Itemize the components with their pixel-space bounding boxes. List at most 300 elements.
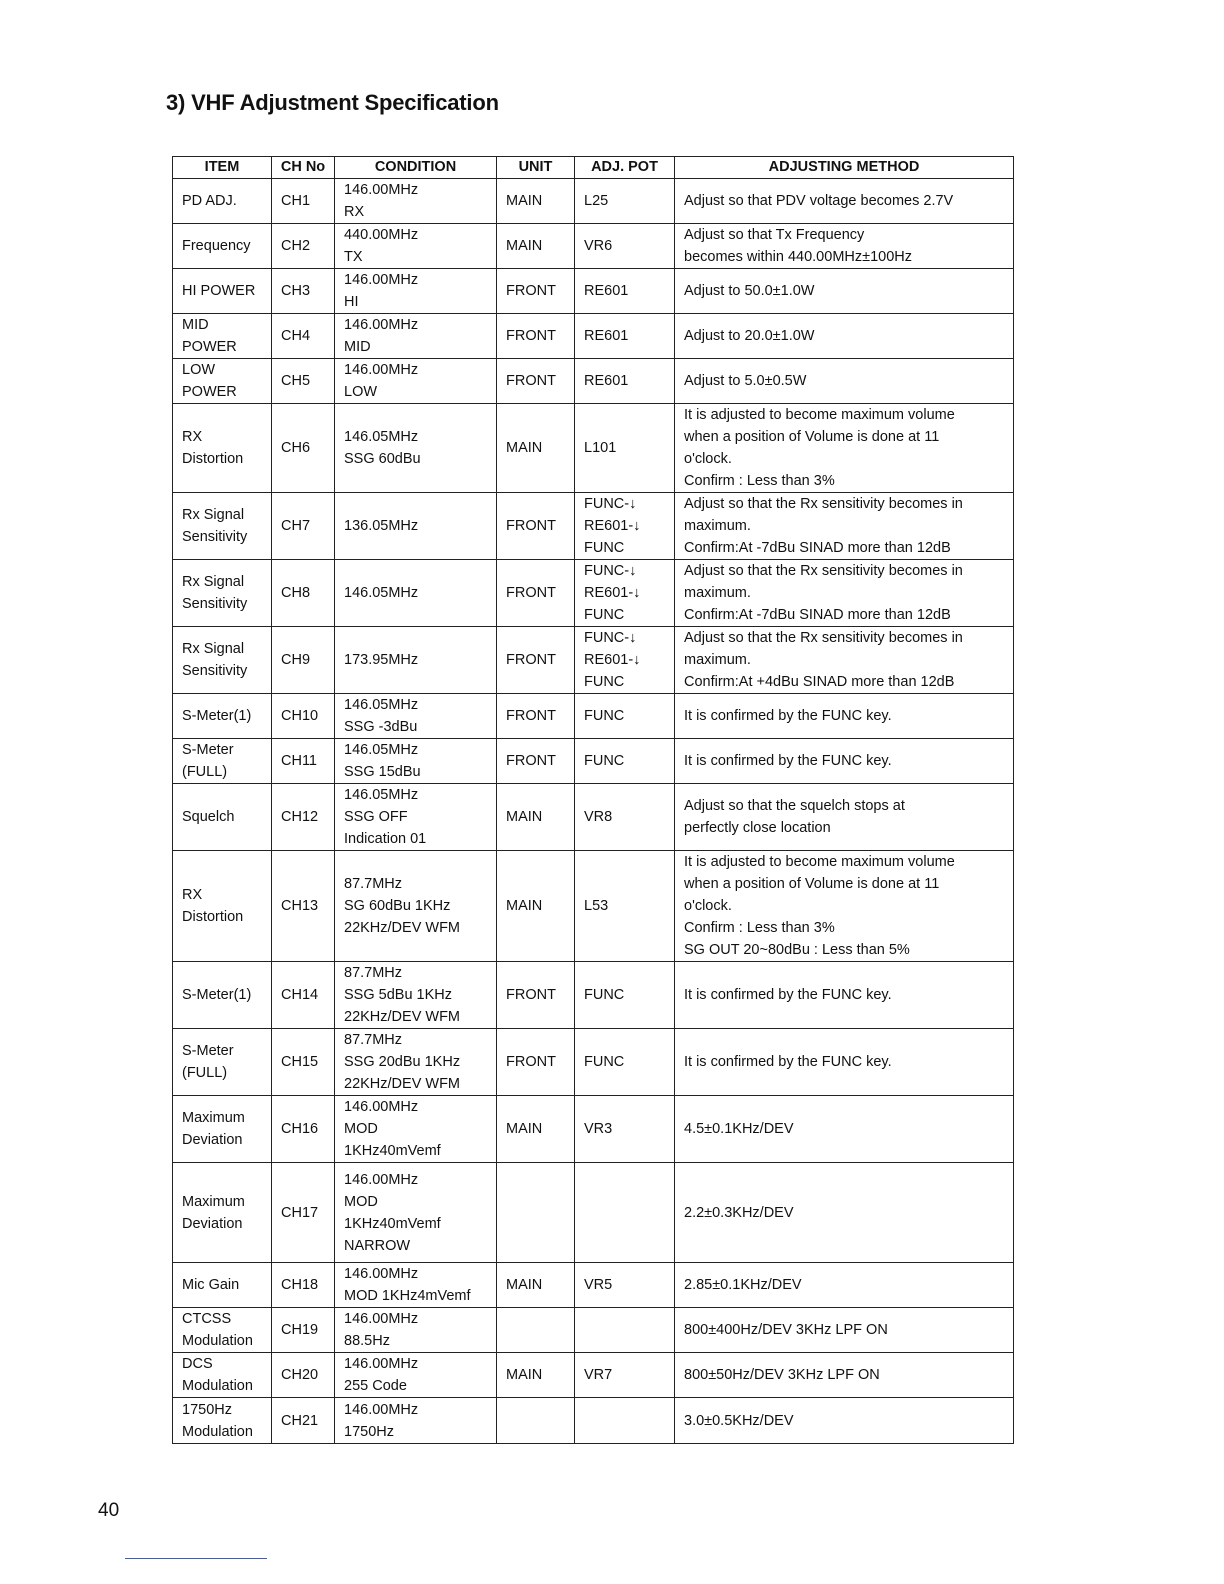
- cell-condition-line: 146.00MHz: [344, 1311, 419, 1327]
- cell-item-line: (FULL): [182, 1065, 228, 1081]
- cell-adj-pot: [575, 269, 675, 314]
- cell-item-line: S-Meter: [182, 1043, 234, 1059]
- cell-item: [173, 314, 272, 359]
- cell-condition: [335, 694, 497, 739]
- cell-condition-line: 22KHz/DEV WFM: [344, 920, 461, 936]
- cell-item: [173, 224, 272, 269]
- cell-adjusting-method: [675, 851, 1014, 962]
- cell-unit: MAIN: [497, 404, 575, 493]
- cell-adjusting-method: [675, 1029, 1014, 1096]
- cell-adjusting-method-line: 4.5±0.1KHz/DEV: [684, 1121, 794, 1137]
- cell-ch-no: CH9: [272, 627, 335, 694]
- table-row: [173, 179, 1014, 224]
- cell-adjusting-method: [675, 1163, 1014, 1263]
- cell-item-line: Modulation: [182, 1333, 253, 1349]
- cell-item: [173, 1308, 272, 1353]
- cell-item-line: Deviation: [182, 1215, 243, 1232]
- cell-condition-line: SSG 20dBu 1KHz: [344, 1054, 461, 1070]
- cell-condition-line: 146.00MHz: [344, 182, 419, 198]
- cell-item-line: RX: [182, 429, 203, 445]
- cell-adjusting-method: [675, 359, 1014, 404]
- cell-condition-line: 146.00MHz: [344, 1356, 419, 1372]
- cell-adj-pot: [575, 1263, 675, 1308]
- cell-item: [173, 493, 272, 560]
- cell-adj-pot-line: RE601-↓: [584, 652, 641, 668]
- cell-adj-pot: [575, 627, 675, 694]
- table-row: [173, 1353, 1014, 1398]
- adjustment-spec-table: [172, 156, 1014, 1444]
- cell-adjusting-method: [675, 314, 1014, 359]
- cell-condition-line: MID: [344, 339, 371, 355]
- cell-adjusting-method: [675, 179, 1014, 224]
- cell-item: [173, 627, 272, 694]
- cell-adj-pot-line: FUNC: [584, 708, 625, 724]
- cell-item-line: (FULL): [182, 764, 228, 780]
- cell-ch-no: CH13: [272, 851, 335, 962]
- cell-condition-line: MOD: [344, 1121, 378, 1137]
- cell-adj-pot: [575, 314, 675, 359]
- table-row: [173, 962, 1014, 1029]
- cell-adjusting-method-line: when a position of Volume is done at 11: [684, 876, 940, 892]
- cell-item: [173, 851, 272, 962]
- cell-adjusting-method-line: Confirm : Less than 3%: [684, 920, 835, 936]
- table-row: [173, 851, 1014, 962]
- cell-condition-line: 440.00MHz: [344, 227, 419, 243]
- table-row: [173, 359, 1014, 404]
- cell-condition-line: 136.05MHz: [344, 518, 419, 534]
- cell-condition-line: 1KHz40mVemf: [344, 1215, 441, 1232]
- cell-adjusting-method: [675, 493, 1014, 560]
- cell-item-line: Rx Signal: [182, 641, 245, 657]
- cell-item-line: Deviation: [182, 1132, 243, 1148]
- footer-rule: [125, 1558, 267, 1559]
- cell-adjusting-method: [675, 1353, 1014, 1398]
- cell-condition: [335, 1263, 497, 1308]
- cell-adj-pot: [575, 962, 675, 1029]
- table-row: [173, 269, 1014, 314]
- cell-adj-pot: [575, 1163, 675, 1263]
- cell-ch-no: CH19: [272, 1308, 335, 1353]
- cell-adj-pot-line: FUNC: [584, 1054, 625, 1070]
- cell-condition: [335, 1353, 497, 1398]
- cell-ch-no: CH7: [272, 493, 335, 560]
- cell-adjusting-method-line: 800±400Hz/DEV 3KHz LPF ON: [684, 1322, 888, 1338]
- cell-condition-line: 146.05MHz: [344, 697, 419, 713]
- cell-condition-line: 146.00MHz: [344, 317, 419, 333]
- cell-unit: FRONT: [497, 359, 575, 404]
- table-row: [173, 784, 1014, 851]
- cell-adj-pot: [575, 1029, 675, 1096]
- cell-adjusting-method-line: Adjust to 50.0±1.0W: [684, 283, 815, 299]
- cell-item-line: S-Meter(1): [182, 708, 252, 724]
- cell-condition-line: 88.5Hz: [344, 1333, 390, 1349]
- cell-adjusting-method: [675, 560, 1014, 627]
- cell-adj-pot: [575, 404, 675, 493]
- cell-adjusting-method-line: Adjust to 20.0±1.0W: [684, 328, 815, 344]
- cell-condition: [335, 269, 497, 314]
- cell-adjusting-method-line: Confirm : Less than 3%: [684, 473, 835, 489]
- cell-item: [173, 784, 272, 851]
- table-row: [173, 404, 1014, 493]
- cell-condition: [335, 962, 497, 1029]
- cell-condition: [335, 784, 497, 851]
- cell-adj-pot: [575, 784, 675, 851]
- column-header-condition: CONDITION: [335, 157, 497, 179]
- cell-adjusting-method-line: 800±50Hz/DEV 3KHz LPF ON: [684, 1367, 880, 1383]
- cell-item: [173, 1029, 272, 1096]
- cell-adj-pot: [575, 1353, 675, 1398]
- cell-ch-no: CH17: [272, 1163, 335, 1263]
- column-header-item: ITEM: [173, 157, 272, 179]
- cell-unit: MAIN: [497, 784, 575, 851]
- cell-ch-no: CH15: [272, 1029, 335, 1096]
- cell-adj-pot-line: VR3: [584, 1121, 613, 1137]
- cell-unit: MAIN: [497, 1096, 575, 1163]
- cell-condition-line: 146.00MHz: [344, 1266, 419, 1282]
- cell-ch-no: CH4: [272, 314, 335, 359]
- cell-item: [173, 359, 272, 404]
- page-number: 40: [98, 1500, 120, 1521]
- cell-item: [173, 1096, 272, 1163]
- cell-condition-line: 173.95MHz: [344, 652, 419, 668]
- cell-condition-line: 146.05MHz: [344, 429, 419, 445]
- cell-adj-pot: [575, 224, 675, 269]
- cell-unit: MAIN: [497, 1353, 575, 1398]
- cell-adjusting-method-line: Confirm:At -7dBu SINAD more than 12dB: [684, 540, 951, 556]
- cell-item-line: Rx Signal: [182, 574, 245, 590]
- cell-condition-line: SSG OFF: [344, 809, 408, 825]
- cell-condition-line: MOD 1KHz4mVemf: [344, 1288, 471, 1304]
- cell-condition-line: 146.05MHz: [344, 585, 419, 601]
- cell-item-line: Sensitivity: [182, 663, 248, 679]
- cell-item-line: Sensitivity: [182, 596, 248, 612]
- cell-adj-pot-line: RE601-↓: [584, 518, 641, 534]
- cell-unit: FRONT: [497, 627, 575, 694]
- cell-item-line: RX: [182, 887, 203, 903]
- cell-ch-no: CH10: [272, 694, 335, 739]
- cell-condition-line: Indication 01: [344, 831, 427, 847]
- cell-ch-no: CH14: [272, 962, 335, 1029]
- cell-condition: [335, 314, 497, 359]
- cell-ch-no: CH16: [272, 1096, 335, 1163]
- cell-condition: [335, 851, 497, 962]
- cell-adjusting-method-line: maximum.: [684, 585, 751, 601]
- cell-adjusting-method-line: It is confirmed by the FUNC key.: [684, 987, 892, 1003]
- cell-condition-line: SSG 15dBu: [344, 764, 421, 780]
- cell-condition-line: 87.7MHz: [344, 876, 403, 892]
- cell-adjusting-method-line: Adjust so that the Rx sensitivity becomes in: [684, 630, 963, 646]
- cell-ch-no: CH3: [272, 269, 335, 314]
- cell-condition-line: 1KHz40mVemf: [344, 1143, 441, 1159]
- cell-condition-line: SSG -3dBu: [344, 719, 418, 735]
- cell-ch-no: CH2: [272, 224, 335, 269]
- cell-item: [173, 1398, 272, 1444]
- cell-adj-pot-line: VR5: [584, 1277, 613, 1293]
- cell-condition-line: MOD: [344, 1193, 378, 1210]
- cell-adj-pot-line: FUNC: [584, 674, 625, 690]
- cell-item-line: CTCSS: [182, 1311, 232, 1327]
- cell-condition: [335, 1096, 497, 1163]
- cell-ch-no: CH8: [272, 560, 335, 627]
- table-row: [173, 739, 1014, 784]
- cell-adjusting-method: [675, 784, 1014, 851]
- cell-adjusting-method: [675, 739, 1014, 784]
- cell-adj-pot-line: L25: [584, 193, 609, 209]
- cell-condition: [335, 739, 497, 784]
- cell-adjusting-method: [675, 1096, 1014, 1163]
- cell-adj-pot: [575, 179, 675, 224]
- table-row: [173, 627, 1014, 694]
- table-row: [173, 694, 1014, 739]
- cell-adjusting-method-line: It is adjusted to become maximum volume: [684, 854, 955, 870]
- cell-adj-pot-line: FUNC: [584, 753, 625, 769]
- cell-item-line: Modulation: [182, 1378, 253, 1394]
- cell-adj-pot-line: VR8: [584, 809, 613, 825]
- cell-condition-line: SSG 5dBu 1KHz: [344, 987, 452, 1003]
- cell-condition: [335, 179, 497, 224]
- cell-adjusting-method-line: o'clock.: [684, 451, 732, 467]
- cell-ch-no: CH11: [272, 739, 335, 784]
- cell-adj-pot-line: RE601: [584, 328, 629, 344]
- cell-condition-line: 146.00MHz: [344, 362, 419, 378]
- cell-condition-line: 1750Hz: [344, 1423, 394, 1440]
- cell-adjusting-method: [675, 627, 1014, 694]
- cell-condition-line: SG 60dBu 1KHz: [344, 898, 451, 914]
- cell-condition-line: SSG 60dBu: [344, 451, 421, 467]
- cell-condition: [335, 404, 497, 493]
- cell-item: [173, 739, 272, 784]
- cell-adj-pot: [575, 851, 675, 962]
- cell-item-line: HI POWER: [182, 283, 256, 299]
- cell-item-line: PD ADJ.: [182, 193, 237, 209]
- cell-adj-pot-line: RE601: [584, 283, 629, 299]
- cell-condition: [335, 1029, 497, 1096]
- cell-condition-line: 255 Code: [344, 1378, 407, 1394]
- cell-item-line: S-Meter(1): [182, 987, 252, 1003]
- cell-adj-pot-line: L101: [584, 440, 617, 456]
- cell-adjusting-method-line: It is confirmed by the FUNC key.: [684, 1054, 892, 1070]
- cell-item: [173, 404, 272, 493]
- cell-adj-pot-line: FUNC-↓: [584, 630, 637, 646]
- column-header-adjusting-method: ADJUSTING METHOD: [675, 157, 1014, 179]
- cell-adjusting-method: [675, 962, 1014, 1029]
- cell-condition-line: RX: [344, 204, 365, 220]
- cell-adjusting-method-line: becomes within 440.00MHz±100Hz: [684, 249, 912, 265]
- cell-condition-line: 22KHz/DEV WFM: [344, 1009, 461, 1025]
- cell-item: [173, 179, 272, 224]
- cell-item-line: MID: [182, 317, 209, 333]
- cell-condition: [335, 560, 497, 627]
- cell-adjusting-method-line: Adjust so that PDV voltage becomes 2.7V: [684, 193, 954, 209]
- cell-unit: MAIN: [497, 851, 575, 962]
- cell-condition-line: 146.00MHz: [344, 1401, 419, 1418]
- cell-ch-no: CH18: [272, 1263, 335, 1308]
- cell-adj-pot: [575, 359, 675, 404]
- cell-adj-pot-line: VR6: [584, 238, 613, 254]
- table-row: [173, 560, 1014, 627]
- table-row: [173, 1163, 1014, 1263]
- cell-condition-line: HI: [344, 294, 359, 310]
- table-row: [173, 1308, 1014, 1353]
- cell-adj-pot-line: FUNC-↓: [584, 496, 637, 512]
- cell-condition-line: NARROW: [344, 1237, 411, 1254]
- cell-unit: FRONT: [497, 269, 575, 314]
- table-row: [173, 493, 1014, 560]
- cell-ch-no: CH21: [272, 1398, 335, 1444]
- cell-ch-no: CH20: [272, 1353, 335, 1398]
- cell-item-line: Distortion: [182, 909, 244, 925]
- cell-item: [173, 269, 272, 314]
- cell-item: [173, 694, 272, 739]
- cell-condition-line: 146.00MHz: [344, 1171, 419, 1188]
- cell-condition-line: TX: [344, 249, 363, 265]
- cell-condition-line: 146.00MHz: [344, 272, 419, 288]
- cell-item-line: S-Meter: [182, 742, 234, 758]
- cell-condition: [335, 493, 497, 560]
- cell-adjusting-method: [675, 269, 1014, 314]
- cell-adj-pot: [575, 1096, 675, 1163]
- cell-adj-pot: [575, 1398, 675, 1444]
- cell-adj-pot-line: FUNC: [584, 987, 625, 1003]
- table-row: [173, 1398, 1014, 1444]
- cell-condition-line: LOW: [344, 384, 378, 400]
- cell-unit: MAIN: [497, 1263, 575, 1308]
- cell-adjusting-method: [675, 1263, 1014, 1308]
- cell-item-line: Sensitivity: [182, 529, 248, 545]
- cell-adjusting-method-line: 3.0±0.5KHz/DEV: [684, 1412, 794, 1429]
- cell-adjusting-method: [675, 1398, 1014, 1444]
- cell-adj-pot-line: L53: [584, 898, 609, 914]
- cell-ch-no: CH1: [272, 179, 335, 224]
- cell-adj-pot: [575, 1308, 675, 1353]
- column-header-unit: UNIT: [497, 157, 575, 179]
- cell-unit: FRONT: [497, 560, 575, 627]
- cell-adjusting-method-line: Confirm:At +4dBu SINAD more than 12dB: [684, 674, 955, 690]
- cell-adjusting-method-line: Adjust so that Tx Frequency: [684, 227, 865, 243]
- cell-adjusting-method-line: maximum.: [684, 518, 751, 534]
- cell-adjusting-method-line: SG OUT 20~80dBu : Less than 5%: [684, 942, 910, 958]
- cell-unit: MAIN: [497, 224, 575, 269]
- cell-item-line: Mic Gain: [182, 1277, 240, 1293]
- cell-adjusting-method-line: It is confirmed by the FUNC key.: [684, 753, 892, 769]
- cell-adj-pot: [575, 560, 675, 627]
- cell-adj-pot-line: RE601-↓: [584, 585, 641, 601]
- cell-condition-line: 146.05MHz: [344, 787, 419, 803]
- page-title: 3) VHF Adjustment Specification: [166, 90, 499, 115]
- cell-item-line: Maximum: [182, 1110, 245, 1126]
- table-row: [173, 1029, 1014, 1096]
- cell-adj-pot-line: FUNC: [584, 607, 625, 623]
- cell-ch-no: CH12: [272, 784, 335, 851]
- cell-condition: [335, 1308, 497, 1353]
- cell-item-line: Frequency: [182, 238, 251, 254]
- cell-condition: [335, 1398, 497, 1444]
- cell-item: [173, 962, 272, 1029]
- cell-item: [173, 560, 272, 627]
- cell-unit: FRONT: [497, 1029, 575, 1096]
- cell-adjusting-method-line: It is confirmed by the FUNC key.: [684, 708, 892, 724]
- cell-condition: [335, 359, 497, 404]
- cell-adjusting-method-line: 2.85±0.1KHz/DEV: [684, 1277, 802, 1293]
- cell-unit: FRONT: [497, 493, 575, 560]
- column-header-ch-no: CH No: [272, 157, 335, 179]
- cell-adj-pot-line: RE601: [584, 373, 629, 389]
- cell-adjusting-method-line: Adjust so that the Rx sensitivity becomes in: [684, 563, 963, 579]
- cell-item: [173, 1353, 272, 1398]
- cell-unit: FRONT: [497, 694, 575, 739]
- cell-condition: [335, 224, 497, 269]
- cell-adjusting-method-line: maximum.: [684, 652, 751, 668]
- cell-condition-line: 22KHz/DEV WFM: [344, 1076, 461, 1092]
- cell-adj-pot-line: VR7: [584, 1367, 613, 1383]
- cell-condition-line: 87.7MHz: [344, 965, 403, 981]
- cell-adjusting-method-line: Adjust so that the squelch stops at: [684, 798, 905, 814]
- cell-unit: [497, 1398, 575, 1444]
- table-row: [173, 1263, 1014, 1308]
- column-header-adj-pot: ADJ. POT: [575, 157, 675, 179]
- cell-adjusting-method: [675, 1308, 1014, 1353]
- cell-item-line: POWER: [182, 339, 237, 355]
- cell-adj-pot: [575, 493, 675, 560]
- table-row: [173, 1096, 1014, 1163]
- cell-adj-pot: [575, 694, 675, 739]
- cell-condition-line: 146.00MHz: [344, 1099, 419, 1115]
- cell-unit: MAIN: [497, 179, 575, 224]
- cell-condition-line: 146.05MHz: [344, 742, 419, 758]
- cell-item: [173, 1163, 272, 1263]
- cell-adjusting-method-line: It is adjusted to become maximum volume: [684, 407, 955, 423]
- cell-unit: [497, 1163, 575, 1263]
- cell-unit: FRONT: [497, 739, 575, 784]
- cell-adjusting-method: [675, 694, 1014, 739]
- cell-adjusting-method-line: Adjust so that the Rx sensitivity becomes in: [684, 496, 963, 512]
- cell-adjusting-method: [675, 404, 1014, 493]
- cell-adjusting-method-line: perfectly close location: [684, 820, 831, 836]
- cell-condition-line: 87.7MHz: [344, 1032, 403, 1048]
- cell-adj-pot-line: FUNC-↓: [584, 563, 637, 579]
- table-header-row: [173, 157, 1014, 179]
- cell-item-line: Modulation: [182, 1423, 253, 1440]
- cell-item-line: Rx Signal: [182, 507, 245, 523]
- cell-ch-no: CH6: [272, 404, 335, 493]
- cell-adjusting-method-line: Adjust to 5.0±0.5W: [684, 373, 807, 389]
- cell-condition: [335, 1163, 497, 1263]
- cell-condition: [335, 627, 497, 694]
- cell-item-line: LOW: [182, 362, 216, 378]
- cell-ch-no: CH5: [272, 359, 335, 404]
- table-row: [173, 314, 1014, 359]
- cell-item: [173, 1263, 272, 1308]
- table-body: [173, 179, 1014, 1444]
- cell-item-line: Maximum: [182, 1193, 245, 1210]
- cell-adjusting-method-line: 2.2±0.3KHz/DEV: [684, 1204, 794, 1221]
- cell-adj-pot-line: FUNC: [584, 540, 625, 556]
- cell-adjusting-method-line: Confirm:At -7dBu SINAD more than 12dB: [684, 607, 951, 623]
- cell-unit: FRONT: [497, 314, 575, 359]
- cell-adjusting-method-line: o'clock.: [684, 898, 732, 914]
- cell-item-line: Squelch: [182, 809, 235, 825]
- table-row: [173, 224, 1014, 269]
- cell-unit: [497, 1308, 575, 1353]
- cell-unit: FRONT: [497, 962, 575, 1029]
- cell-adjusting-method-line: when a position of Volume is done at 11: [684, 429, 940, 445]
- cell-item-line: Distortion: [182, 451, 244, 467]
- cell-item-line: 1750Hz: [182, 1401, 232, 1418]
- cell-adj-pot: [575, 739, 675, 784]
- cell-item-line: POWER: [182, 384, 237, 400]
- cell-adjusting-method: [675, 224, 1014, 269]
- cell-item-line: DCS: [182, 1356, 213, 1372]
